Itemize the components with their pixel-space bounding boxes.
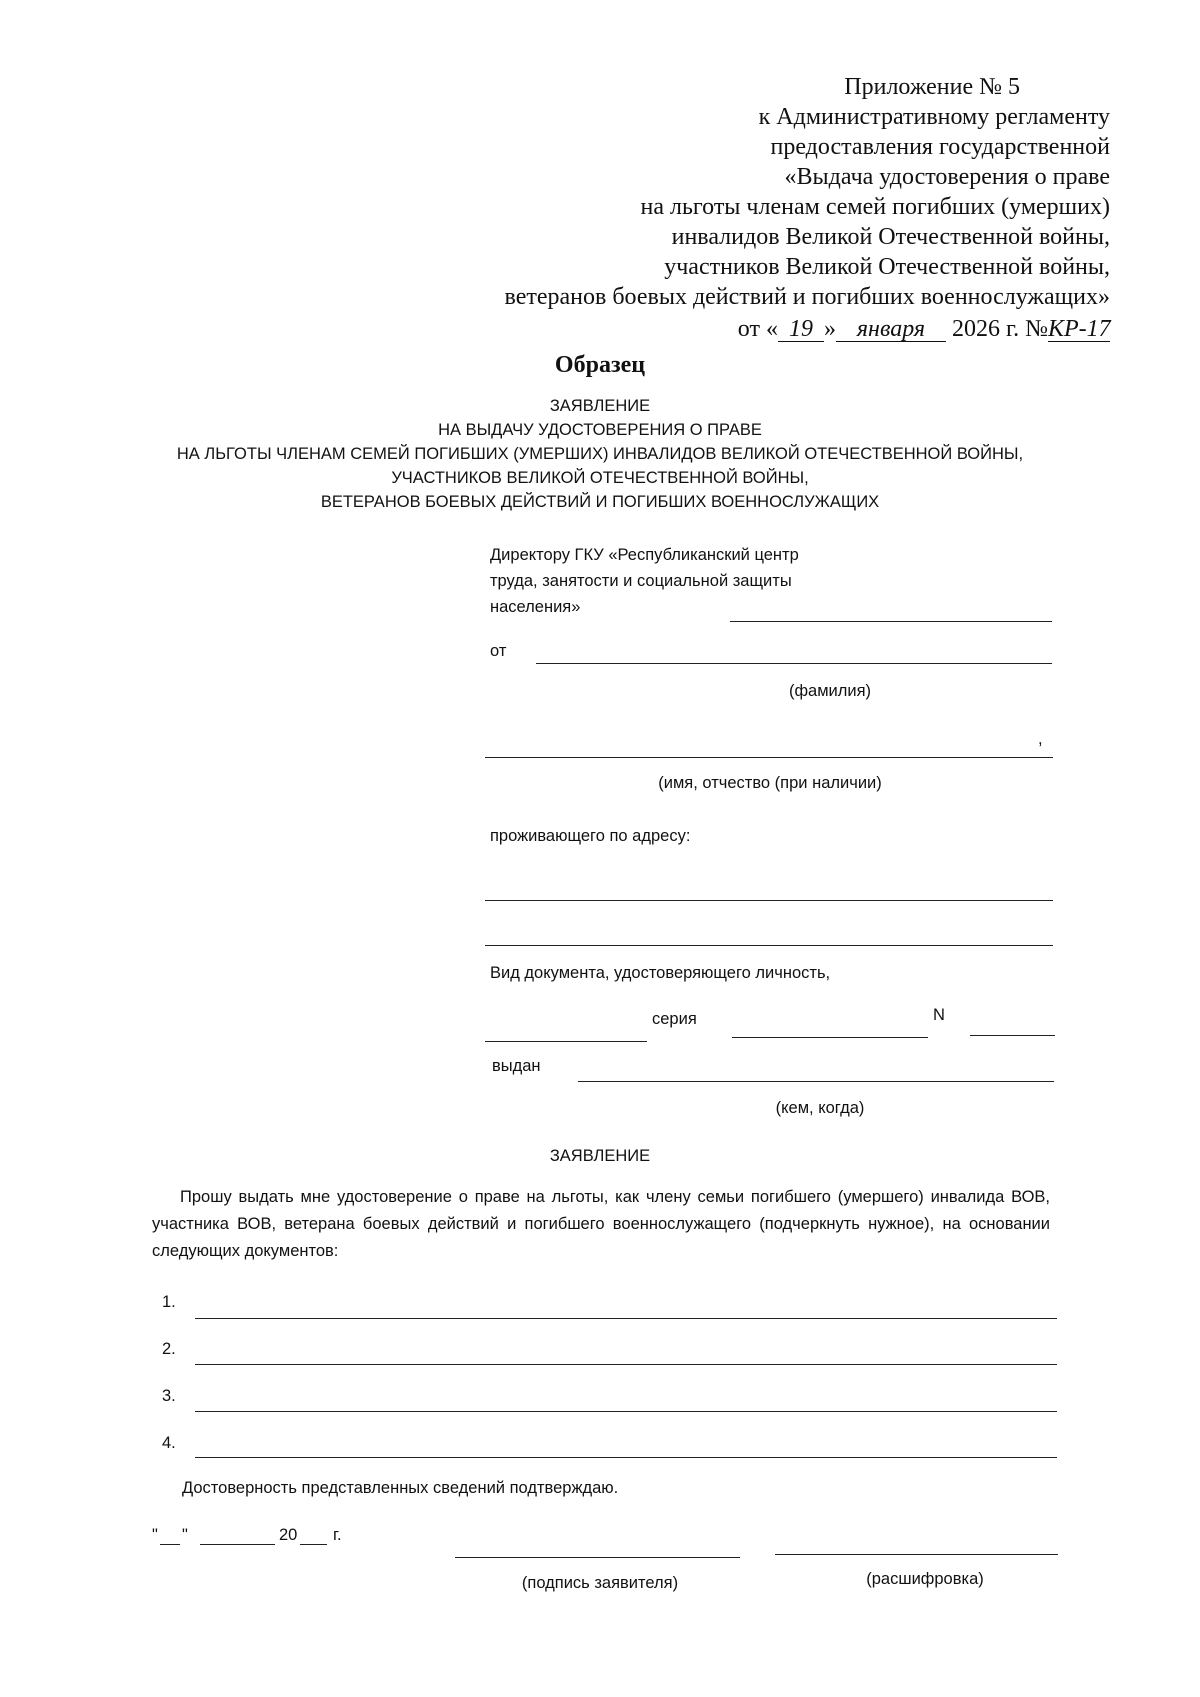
issued-label: выдан <box>492 1057 541 1075</box>
date-year-suffix: г. <box>333 1526 342 1544</box>
appendix-date-line <box>350 314 1110 344</box>
document-item-number: 4. <box>162 1434 176 1452</box>
appendix-line: участников Великой Отечественной войны, <box>664 254 1110 280</box>
title-line: НА ЛЬГОТЫ ЧЛЕНАМ СЕМЕЙ ПОГИБШИХ (УМЕРШИХ) ИНВАЛИДОВ ВЕЛИКОЙ ОТЕЧЕСТВЕННОЙ ВОЙНЫ, <box>176 445 1024 463</box>
addressee-line: Директору ГКУ «Республиканский центр <box>490 546 799 564</box>
appendix-line: предоставления государственной <box>770 134 1110 160</box>
title-line: УЧАСТНИКОВ ВЕЛИКОЙ ОТЕЧЕСТВЕННОЙ ВОЙНЫ, <box>391 469 809 487</box>
transcript-caption: (расшифровка) <box>866 1570 984 1588</box>
from-label: от <box>490 642 507 660</box>
appendix-line: Приложение № 5 <box>844 74 1020 100</box>
title-line: НА ВЫДАЧУ УДОСТОВЕРЕНИЯ О ПРАВЕ <box>438 421 762 439</box>
date-year-field[interactable] <box>300 1544 327 1545</box>
address-field-line-2[interactable] <box>485 945 1053 946</box>
name-comma: , <box>1038 730 1043 748</box>
signature-caption: (подпись заявителя) <box>521 1574 679 1592</box>
document-field-line-2[interactable] <box>195 1364 1057 1365</box>
date-day-field[interactable] <box>160 1544 180 1545</box>
appendix-line: «Выдача удостоверения о праве <box>784 164 1110 190</box>
series-label: серия <box>652 1010 697 1028</box>
id-document-label: Вид документа, удостоверяющего личность, <box>490 964 831 982</box>
series-field-line[interactable] <box>732 1037 928 1038</box>
surname-caption: (фамилия) <box>788 682 872 700</box>
address-field-line-1[interactable] <box>485 900 1053 901</box>
date-month-field[interactable] <box>200 1544 275 1545</box>
date-close-quote: " <box>182 1526 188 1544</box>
addressee-field-line[interactable] <box>730 621 1052 622</box>
title-line: ВЕТЕРАНОВ БОЕВЫХ ДЕЙСТВИЙ И ПОГИБШИХ ВОЕННОСЛУЖАЩИХ <box>320 493 880 511</box>
title-line: ЗАЯВЛЕНИЕ <box>549 397 651 415</box>
appendix-line: ветеранов боевых действий и погибших военнослужащих» <box>504 284 1110 310</box>
number-label: N <box>933 1006 945 1024</box>
sample-label: Образец <box>554 352 646 378</box>
date-separator: » <box>823 316 836 342</box>
statement-heading: ЗАЯВЛЕНИЕ <box>549 1147 651 1165</box>
addressee-line: труда, занятости и социальной защиты <box>490 572 792 590</box>
statement-text: Прошу выдать мне удостоверение о праве на льготы, как члену семьи погибшего (умершего) инвалида ВОВ, участника ВОВ, ветерана боевых действий и погибшего военнослужащего (подчеркнуть нужное), на основании следующих документов: <box>152 1188 1050 1260</box>
appendix-header <box>350 72 1110 344</box>
handwritten-number: КР-17 <box>1048 316 1111 342</box>
name-caption: (имя, отчество (при наличии) <box>658 774 882 792</box>
document-item-number: 1. <box>162 1293 176 1311</box>
date-century: 20 <box>279 1526 298 1544</box>
signature-field-line[interactable] <box>455 1557 740 1558</box>
appendix-line: к Административному регламенту <box>758 104 1110 130</box>
form-title <box>100 394 1100 514</box>
address-label: проживающего по адресу: <box>490 827 691 845</box>
appendix-line: инвалидов Великой Отечественной войны, <box>671 224 1110 250</box>
id-document-type-field[interactable] <box>485 1041 647 1042</box>
document-field-line-3[interactable] <box>195 1411 1057 1412</box>
issued-field-line[interactable] <box>578 1081 1054 1082</box>
document-field-line-1[interactable] <box>195 1318 1057 1319</box>
transcript-field-line[interactable] <box>775 1554 1058 1555</box>
document-field-line-4[interactable] <box>195 1457 1057 1458</box>
date-prefix: от « <box>737 316 778 342</box>
document-item-number: 2. <box>162 1340 176 1358</box>
surname-field-line[interactable] <box>536 663 1052 664</box>
issued-caption: (кем, когда) <box>775 1099 865 1117</box>
number-field-line[interactable] <box>970 1035 1055 1036</box>
addressee-line: населения» <box>490 598 581 616</box>
document-item-number: 3. <box>162 1387 176 1405</box>
handwritten-month: января <box>836 317 946 342</box>
appendix-line: на льготы членам семей погибших (умерших) <box>640 194 1110 220</box>
date-year: 2026 г. № <box>951 316 1048 342</box>
date-open-quote: " <box>152 1526 158 1544</box>
handwritten-day: 19 <box>778 317 824 342</box>
confirmation-text: Достоверность представленных сведений подтверждаю. <box>182 1479 619 1497</box>
name-field-line[interactable] <box>485 757 1053 758</box>
